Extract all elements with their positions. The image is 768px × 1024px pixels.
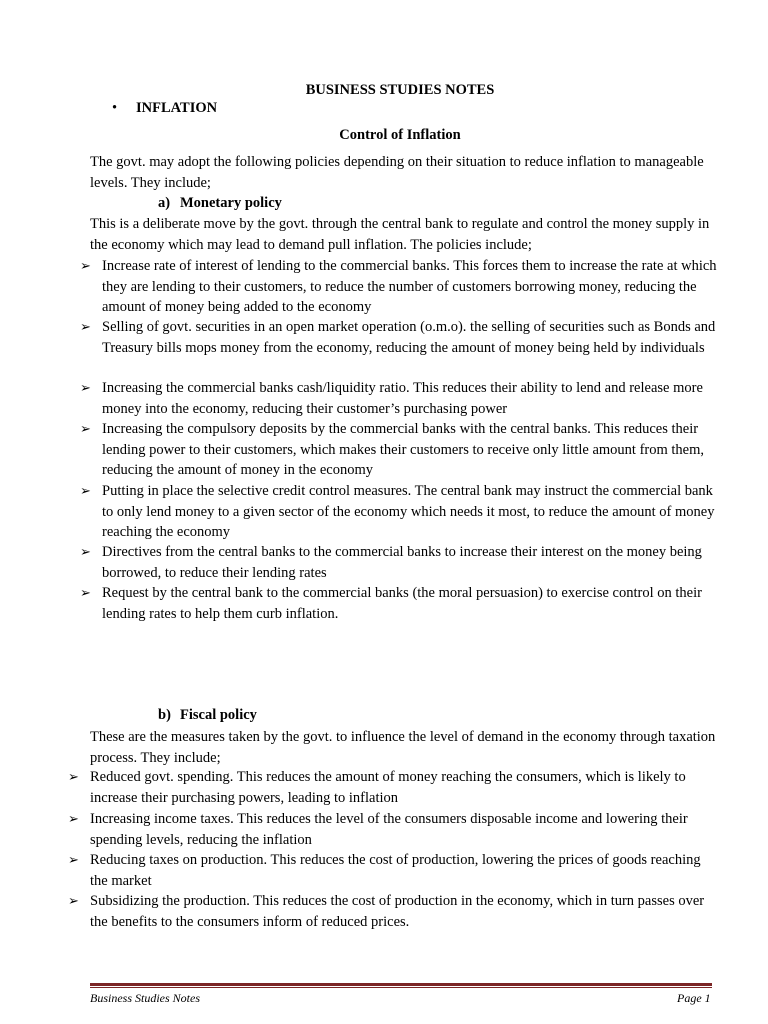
list-item-text: Selling of govt. securities in an open market operation (o.m.o). the selling of securities such as Bonds and Treasury bills mops money from the economy, reducing the amount of money being held by individuals: [102, 319, 716, 356]
section-heading: INFLATION: [136, 100, 218, 116]
monetary-intro: This is a deliberate move by the govt. through the central bank to regulate and control the money supply in the economy which may lead to demand pull inflation. The policies include;: [90, 216, 710, 253]
footer-rule: [90, 983, 712, 986]
arrow-bullet-icon: ➢: [80, 319, 91, 334]
arrow-bullet-icon: ➢: [80, 585, 91, 600]
fiscal-heading: [158, 707, 257, 724]
intro-paragraph: The govt. may adopt the following policies depending on their situation to reduce inflation to manageable levels. They include;: [90, 154, 704, 191]
arrow-bullet-icon: ➢: [80, 258, 91, 273]
monetary-heading: [158, 195, 282, 212]
fiscal-intro: These are the measures taken by the govt. to influence the level of demand in the economy through taxation process. They include;: [90, 729, 716, 766]
arrow-bullet-icon: ➢: [68, 769, 79, 784]
fiscal-heading-text: Fiscal policy: [180, 707, 257, 723]
footer-rule-thin: [90, 987, 712, 988]
list-item-text: Increase rate of interest of lending to the commercial banks. This forces them to increase the rate at which they are lending to their customers, to reduce the number of customers borrowing money, reducing the amount of money being added to the economy: [102, 258, 717, 316]
fiscal-label: b): [158, 707, 171, 723]
list-item-text: Subsidizing the production. This reduces the cost of production in the economy, which in turn passes over the benefits to the consumers inform of reduced prices.: [90, 893, 705, 930]
arrow-bullet-icon: ➢: [68, 893, 79, 908]
monetary-label: a): [158, 195, 171, 211]
list-item-text: Directives from the central banks to the commercial banks to increase their interest on the money being borrowed, to reduce their lending rates: [102, 544, 702, 581]
list-item-text: Reducing taxes on production. This reduces the cost of production, lowering the prices of goods reaching the market: [90, 852, 701, 889]
page-number: Page 1: [677, 991, 711, 1005]
arrow-bullet-icon: ➢: [80, 483, 91, 498]
arrow-bullet-icon: ➢: [68, 811, 79, 826]
list-item-text: Increasing the compulsory deposits by the commercial banks with the central banks. This reduces their lending power to their customers, which makes their customers to receive only little amount from them, reducing the amount of money in the economy: [102, 421, 704, 479]
subtitle: Control of Inflation: [339, 127, 461, 143]
list-item-text: Putting in place the selective credit control measures. The central bank may instruct the commercial bank to only lend money to a given sector of the economy which needs it most, to reduce the amount of money reaching the economy: [102, 483, 715, 541]
footer-title: Business Studies Notes: [90, 991, 200, 1005]
arrow-bullet-icon: ➢: [80, 380, 91, 395]
arrow-bullet-icon: ➢: [80, 544, 91, 559]
list-item-text: Increasing income taxes. This reduces the level of the consumers disposable income and lowering their spending levels, reducing the inflation: [90, 811, 688, 848]
arrow-bullet-icon: ➢: [80, 421, 91, 436]
list-item-text: Increasing the commercial banks cash/liquidity ratio. This reduces their ability to lend and release more money into the economy, reducing their customer’s purchasing power: [102, 380, 703, 417]
list-item-text: Request by the central bank to the commercial banks (the moral persuasion) to exercise control on their lending rates to help them curb inflation.: [102, 585, 702, 622]
document-title: BUSINESS STUDIES NOTES: [305, 82, 495, 98]
list-item-text: Reduced govt. spending. This reduces the amount of money reaching the consumers, which is likely to increase their purchasing powers, leading to inflation: [90, 769, 686, 806]
bullet-icon: •: [112, 100, 118, 116]
arrow-bullet-icon: ➢: [68, 852, 79, 867]
monetary-heading-text: Monetary policy: [180, 195, 282, 211]
